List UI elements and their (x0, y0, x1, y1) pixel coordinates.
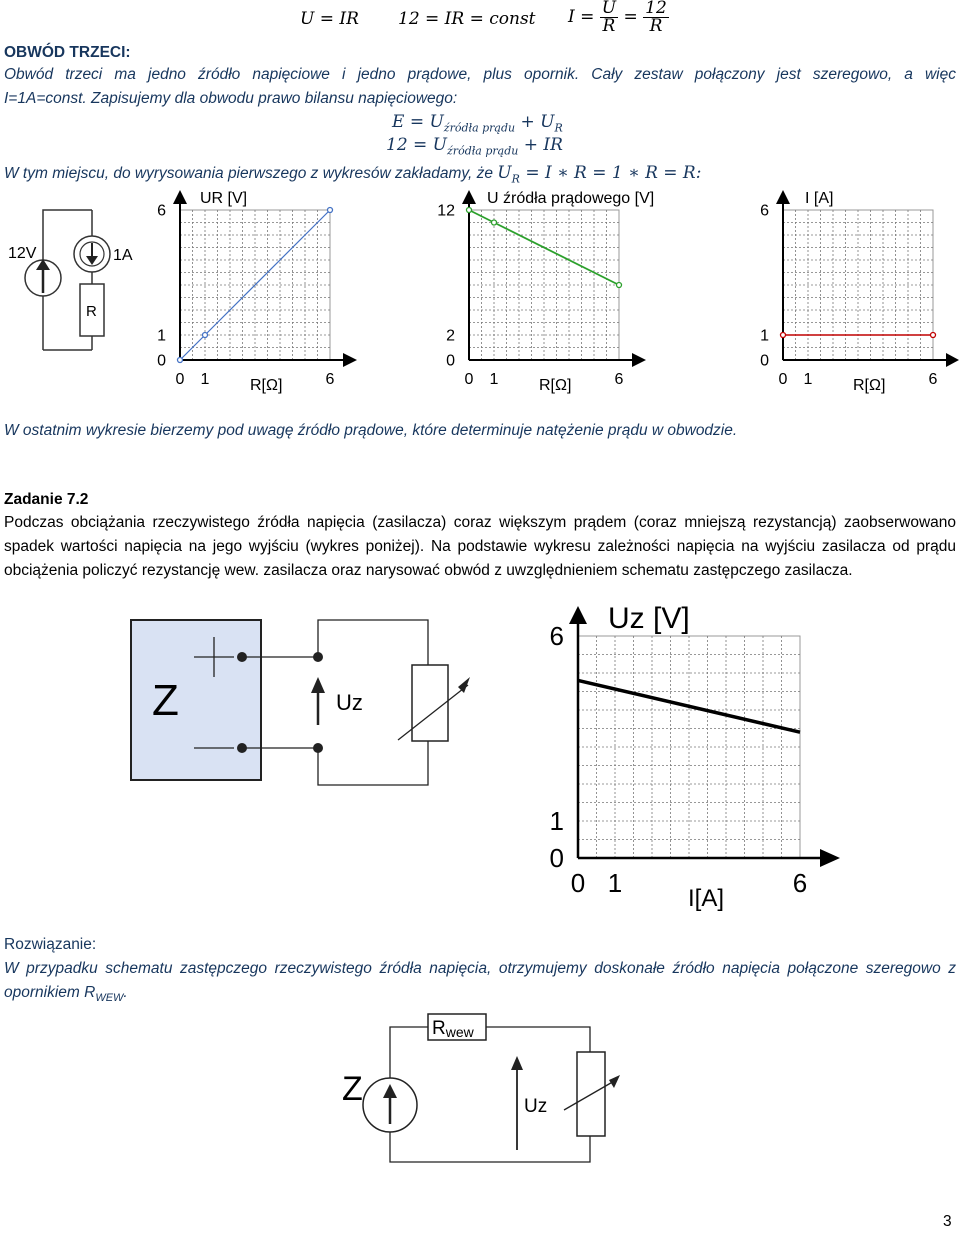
data-point (203, 333, 208, 338)
chart-y-label: I [A] (805, 190, 834, 207)
chart-x-label: I[A] (688, 885, 725, 912)
formula-lhs: I = (568, 7, 595, 27)
voltage-source-icon (25, 259, 61, 296)
variable-resistor-icon (398, 665, 470, 741)
chart-uz (520, 598, 850, 916)
y-tick-label: 6 (760, 202, 769, 220)
chart-x-label: R[Ω] (250, 377, 283, 394)
eq-part: + IR (523, 135, 563, 155)
assumption-line (4, 161, 701, 191)
equation-balance-2 (386, 135, 563, 157)
x-tick-label: 6 (792, 868, 808, 898)
chart-plot-area (783, 210, 933, 360)
x-axis-arrow-icon (946, 353, 959, 367)
fraction-denominator: R (602, 16, 616, 36)
x-tick-label: 1 (803, 371, 813, 388)
current-source-icon (74, 236, 110, 272)
y-tick-label: 0 (446, 352, 455, 370)
uz-label: Uz (524, 1096, 548, 1117)
chart-u-source (429, 188, 689, 398)
rwew-label-main: R (432, 1018, 446, 1039)
variable-resistor-icon (564, 1052, 620, 1136)
chart-x-label: R[Ω] (539, 377, 572, 394)
page-number: 3 (943, 1213, 952, 1230)
voltage-label: 12V (8, 245, 37, 262)
solution-heading: Rozwiązanie: (4, 936, 97, 953)
x-tick-label: 0 (464, 371, 474, 388)
fraction-numerator: U (601, 0, 617, 18)
section-heading: OBWÓD TRZECI: (4, 44, 131, 61)
eq-subscript: źródła prądu (447, 144, 519, 158)
data-point (467, 208, 472, 213)
data-point (781, 333, 786, 338)
assumption-math: U (497, 163, 512, 183)
data-point (178, 358, 183, 363)
power-supply-diagram (128, 615, 488, 795)
y-tick-label: 0 (760, 352, 769, 370)
chart-note: W ostatnim wykresie bierzemy pod uwagę źródło prądowe, które determinuje natężenie prądu w obwodzie. (4, 422, 738, 439)
uz-arrow-icon (311, 677, 325, 725)
chart-y-label: U źródła prądowego [V] (487, 190, 655, 207)
fraction-denominator: R (649, 16, 663, 36)
y-axis-arrow-icon (173, 190, 187, 204)
data-point (328, 208, 333, 213)
chart-x-label: R[Ω] (853, 377, 886, 394)
x-tick-label: 6 (928, 371, 938, 388)
uz-arrow-icon (511, 1056, 523, 1150)
chart-plot-area (469, 210, 619, 360)
formula-equals: = (623, 7, 638, 27)
data-point (931, 333, 936, 338)
rwew-label-sub: wew (445, 1024, 474, 1040)
x-tick-label: 6 (325, 371, 335, 388)
y-axis-arrow-icon (569, 606, 587, 624)
fraction-u-r (600, 0, 618, 35)
current-label: 1A (113, 247, 133, 264)
eq-part: E = U (392, 112, 444, 132)
y-tick-label: 6 (157, 202, 166, 220)
x-tick-label: 0 (175, 371, 185, 388)
power-supply-box (131, 620, 261, 780)
section-paragraph-line1: Obwód trzeci ma jedno źródło napięciowe i jedno prądowe, plus opornik. Cały zestaw połączony jest szeregowo, a więc (4, 66, 956, 83)
x-axis-arrow-icon (820, 849, 840, 867)
source-label: Z (342, 1070, 363, 1108)
x-tick-label: 1 (200, 371, 210, 388)
solution-text-sub: WEW (95, 992, 124, 1005)
x-tick-label: 6 (614, 371, 624, 388)
x-tick-label: 0 (778, 371, 788, 388)
resistor-label: R (86, 303, 97, 320)
task-paragraph: Podczas obciążania rzeczywistego źródła napięcia (zasilacza) coraz większym prądem (coraz mniejszą rezystancją) zaobserwowano spadek wartości napięcia na jego wyjściu (wykres poniżej). Na podstawie wykresu zależności napięcia na wyjściu zasilacza od prądu obciążenia policzyć rezystancję wew. zasilacza oraz narysować obwód z uwzględnieniem schematu zastępczego zasilacza. (4, 514, 956, 579)
y-tick-label: 1 (549, 806, 564, 837)
chart-y-label: UR [V] (200, 190, 248, 207)
fraction-numerator: 12 (645, 0, 667, 18)
solution-text-end: . (123, 984, 128, 1001)
eq-subscript: źródła prądu (443, 121, 516, 135)
task-heading: Zadanie 7.2 (4, 491, 89, 508)
solution-text-main: W przypadku schematu zastępczego rzeczywistego źródła napięcia, otrzymujemy doskonałe źródło napięcia połączone szeregowo z opornikiem R (4, 960, 956, 1001)
assumption-text: W tym miejscu, do wyrysowania pierwszego z wykresów zakładamy, że (4, 165, 493, 182)
ideal-voltage-source-icon (363, 1078, 417, 1132)
y-axis-arrow-icon (462, 190, 476, 204)
y-tick-label: 1 (157, 327, 166, 345)
eq-part: + U (520, 112, 555, 132)
y-tick-label: 12 (437, 202, 455, 220)
assumption-sub: R (511, 172, 520, 186)
x-tick-label: 0 (570, 868, 586, 898)
header-formula-ohm: U = IR (300, 9, 359, 29)
chart-i (743, 188, 960, 398)
section-paragraph-line2: I=1A=const. Zapisujemy dla obwodu prawo bilansu napięciowego: (4, 90, 458, 107)
x-tick-label: 1 (607, 868, 623, 898)
chart-ur (140, 188, 360, 398)
assumption-math-rest: = I ∗ R = 1 ∗ R = R: (525, 163, 702, 183)
y-tick-label: 6 (549, 621, 564, 652)
y-tick-label: 1 (760, 327, 769, 345)
data-point (492, 220, 497, 225)
output-wires (242, 620, 428, 785)
eq-subscript: R (554, 121, 563, 135)
header-formula-const: 12 = IR = const (398, 9, 536, 29)
y-tick-label: 0 (549, 843, 564, 874)
data-point (617, 283, 622, 288)
y-tick-label: 2 (446, 327, 455, 345)
circuit-series-diagram (0, 200, 160, 360)
x-axis-arrow-icon (343, 353, 357, 367)
chart-y-label: Uz [V] (608, 602, 690, 635)
equivalent-circuit-diagram (330, 1000, 630, 1170)
y-tick-label: 0 (157, 352, 166, 370)
y-axis-arrow-icon (776, 190, 790, 204)
x-axis-arrow-icon (632, 353, 646, 367)
equation-balance-1 (392, 112, 563, 134)
header-formula-current (568, 0, 669, 35)
eq-part: 12 = U (386, 135, 448, 155)
equivalent-wires (390, 1027, 590, 1162)
uz-label: Uz (336, 690, 363, 715)
power-supply-label: Z (152, 676, 179, 725)
fraction-12-r (643, 0, 669, 35)
x-tick-label: 1 (489, 371, 499, 388)
